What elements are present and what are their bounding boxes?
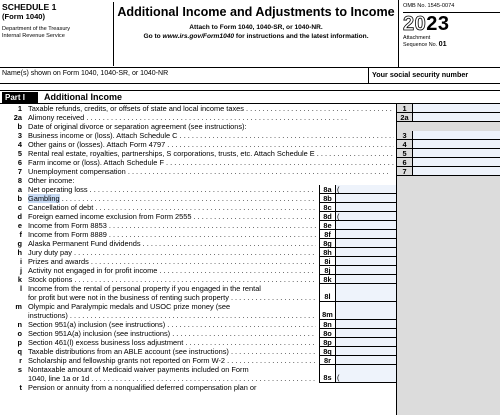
line-8j-amount[interactable] [335, 266, 396, 275]
line-8h: h Jury duty pay . . . 8h [0, 248, 500, 257]
line-8s: s Nontaxable amount of Medicaid waiver payments included on Form 1040, line 1a or 1d . . . 8s ( [0, 365, 500, 383]
line-8t: t Pension or annuity from a nonqualified deferred compensation plan or [19, 383, 257, 392]
line-8l-amount[interactable] [335, 284, 396, 302]
line-2a: 2a Alimony received . . . 2a [0, 113, 500, 122]
schedule-id-block [2, 2, 114, 66]
line-8a: a Net operating loss . . . 8a ( [0, 185, 500, 194]
goto-instructions: Go to www.irs.gov/Form1040 for instructions and the latest information. [143, 33, 369, 40]
line-8b: b Gambling . . . 8b [0, 194, 500, 203]
line-8f: f Income from Form 8889 . . . 8f [0, 230, 500, 239]
line-8f-amount[interactable] [335, 230, 396, 239]
names-field-label: Name(s) shown on Form 1040, 1040-SR, or 1040-NR [2, 70, 169, 77]
line-6-amount[interactable] [412, 158, 500, 167]
title-block [115, 2, 397, 66]
irs-link[interactable]: www.irs.gov/Form1040 [162, 33, 235, 40]
department-name: Department of the Treasury Internal Revenue Service [2, 26, 71, 39]
line-4-amount[interactable] [412, 140, 500, 149]
line-8a-amount[interactable]: ( [335, 185, 396, 194]
line-8n: n Section 951(a) inclusion (see instructions) . . . 8n [0, 320, 500, 329]
line-5-amount[interactable] [412, 149, 500, 158]
omb-block [398, 0, 500, 67]
line-8k-amount[interactable] [335, 275, 396, 284]
line-1-amount[interactable] [412, 104, 500, 113]
line-8c-amount[interactable] [335, 203, 396, 212]
line-8d: d Foreign earned income exclusion from Form 2555 . . . 8d ( [0, 212, 500, 221]
line-8s-amount[interactable]: ( [335, 365, 396, 383]
line-8k: k Stock options . . . 8k [0, 275, 500, 284]
line-8e-amount[interactable] [335, 221, 396, 230]
line-8l: l Income from the rental of personal property if you engaged in the rental for profit but were not in the business of renting such property . . . 8l [0, 284, 500, 302]
line-3-amount[interactable] [412, 131, 500, 140]
line-8m-amount[interactable] [335, 302, 396, 320]
attachment-sequence: Attachment Sequence No. 01 [403, 35, 447, 48]
form-reference: (Form 1040) [2, 12, 46, 21]
line-7: 7 Unemployment compensation . . . 7 [0, 167, 500, 176]
line-8q-amount[interactable] [335, 347, 396, 356]
line-8d-amount[interactable]: ( [335, 212, 396, 221]
line-8n-amount[interactable] [335, 320, 396, 329]
names-row [0, 68, 500, 84]
tax-year: 2023 [403, 13, 450, 35]
line-8i-amount[interactable] [335, 257, 396, 266]
line-8g: g Alaska Permanent Fund dividends . . . 8g [0, 239, 500, 248]
line-8q: q Taxable distributions from an ABLE account (see instructions) . . . 8q [0, 347, 500, 356]
form-header [0, 0, 500, 68]
part-title: Additional Income [44, 92, 123, 102]
line-8b-amount[interactable] [335, 194, 396, 203]
line-6: 6 Farm income or (loss). Attach Schedule F . . . 6 [0, 158, 500, 167]
line-8m: m Olympic and Paralympic medals and USOC prize money (see instructions) . . . 8m [0, 302, 500, 320]
schedule-name: SCHEDULE 1 [2, 2, 57, 12]
line-8r: r Scholarship and fellowship grants not reported on Form W-2 . . . 8r [0, 356, 500, 365]
line-8p-amount[interactable] [335, 338, 396, 347]
line-5: 5 Rental real estate, royalties, partnerships, S corporations, trusts, etc. Attach Schedule E . . . 5 [0, 149, 500, 158]
omb-number: OMB No. 1545-0074 [403, 3, 500, 13]
line-1: 1 Taxable refunds, credits, or offsets of state and local income taxes . . . 1 [0, 104, 500, 113]
attach-instructions: Attach to Form 1040, 1040-SR, or 1040-NR. [189, 24, 323, 31]
line-4: 4 Other gains or (losses). Attach Form 4797 . . . 4 [0, 140, 500, 149]
ssn-label: Your social security number [372, 70, 469, 79]
part-tag: Part I [2, 92, 38, 103]
line-8g-amount[interactable] [335, 239, 396, 248]
line-8h-amount[interactable] [335, 248, 396, 257]
line-2b: b Date of original divorce or separation agreement (see instructions): [17, 122, 247, 131]
line-8o: o Section 951A(a) inclusion (see instructions) . . . 8o [0, 329, 500, 338]
line-8r-amount[interactable] [335, 356, 396, 365]
line-2a-amount[interactable] [412, 113, 500, 122]
part-1-header [0, 90, 500, 104]
line-8: 8 Other income: [17, 176, 75, 185]
line-8c: c Cancellation of debt . . . 8c [0, 203, 500, 212]
line-8j: j Activity not engaged in for profit income . . . 8j [0, 266, 500, 275]
line-7-amount[interactable] [412, 167, 500, 176]
line-8i: i Prizes and awards . . . 8i [0, 257, 500, 266]
line-8e: e Income from Form 8853 . . . 8e [0, 221, 500, 230]
line-8o-amount[interactable] [335, 329, 396, 338]
form-title: Additional Income and Adjustments to Income [117, 5, 395, 19]
line-3: 3 Business income or (loss). Attach Schedule C . . . 3 [0, 131, 500, 140]
ssn-field[interactable] [368, 68, 500, 84]
line-8p: p Section 461(l) excess business loss adjustment . . . 8p [0, 338, 500, 347]
